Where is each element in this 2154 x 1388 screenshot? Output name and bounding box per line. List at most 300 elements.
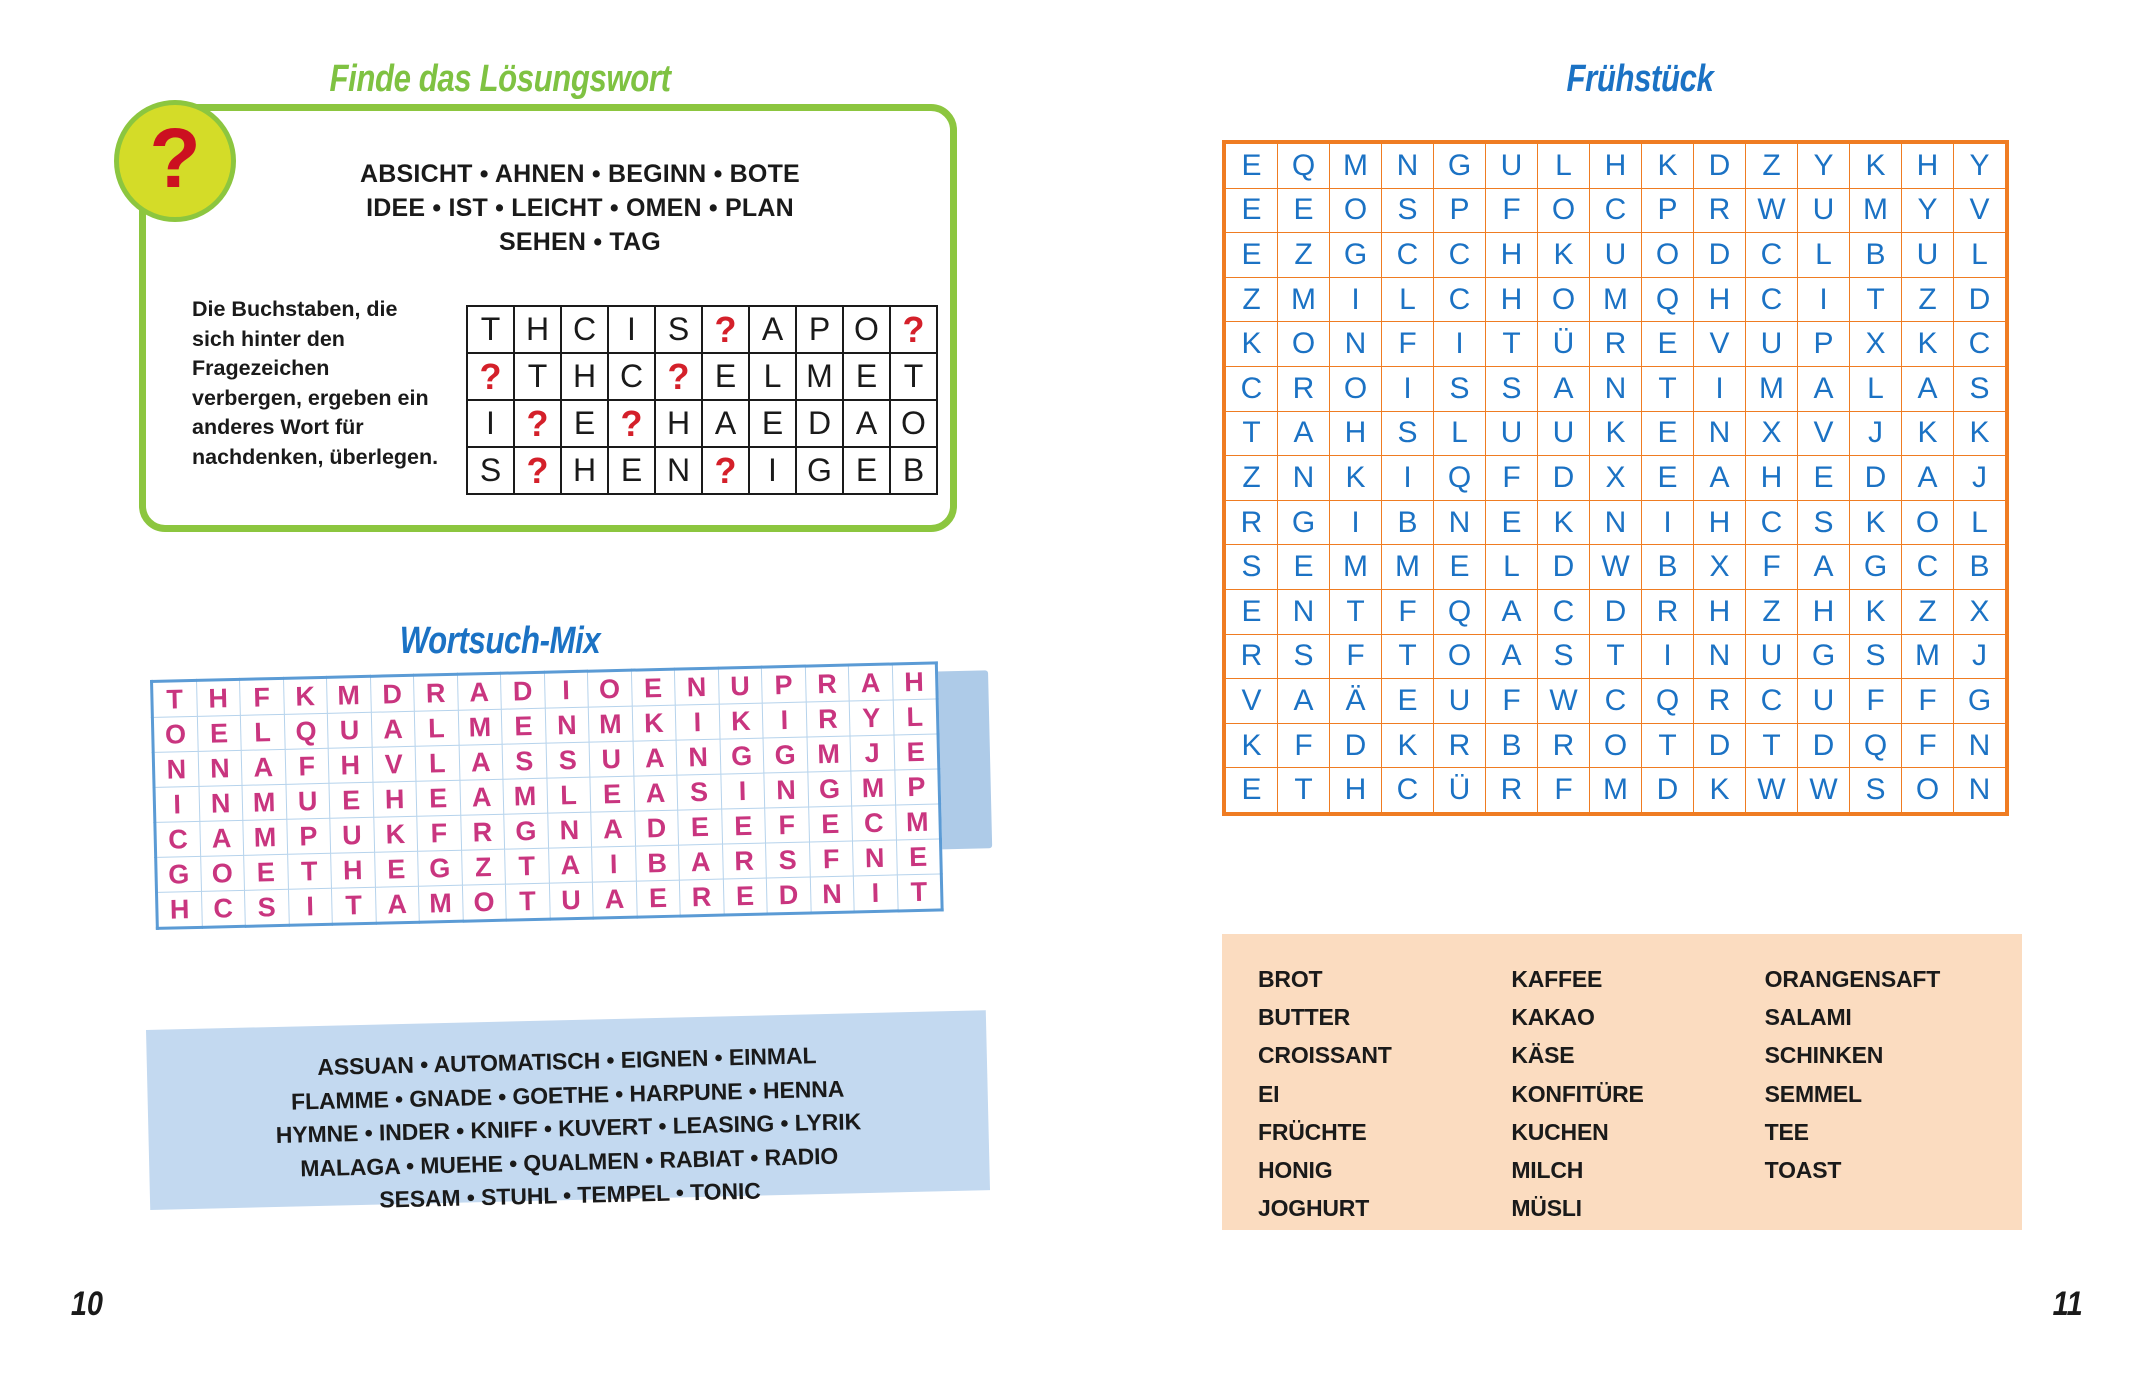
grid-cell: Ä — [1330, 679, 1382, 724]
grid-cell: E — [1434, 545, 1486, 590]
word-item: KUCHEN — [1511, 1118, 1609, 1145]
word-item: KÄSE — [1511, 1042, 1575, 1069]
grid-cell: Q — [1642, 277, 1694, 322]
grid-cell: M — [807, 736, 851, 772]
grid-cell: H — [157, 891, 202, 928]
grid-cell: E — [702, 353, 749, 400]
grid-cell: U — [1538, 411, 1590, 456]
grid-cell: T — [1486, 322, 1538, 367]
grid-row — [1224, 322, 2007, 367]
grid-cell: P — [286, 818, 330, 854]
word-line: SESAM • STUHL • TEMPEL • TONIC — [378, 1177, 762, 1213]
grid-cell: F — [240, 678, 284, 715]
grid-cell: A — [1486, 589, 1538, 634]
grid-cell: Z — [461, 849, 505, 885]
grid-cell: N — [545, 707, 589, 743]
grid-cell: O — [1538, 188, 1590, 233]
grid-cell: T — [1224, 411, 1278, 456]
grid-cell: C — [1746, 679, 1798, 724]
grid-cell: R — [1642, 589, 1694, 634]
grid-cell: E — [1224, 142, 1278, 188]
grid-cell: T — [890, 353, 937, 400]
grid-cell: T — [467, 306, 514, 353]
puzzle3-word-columns — [1258, 960, 2018, 1227]
grid-cell: H — [1330, 411, 1382, 456]
grid-cell: E — [197, 715, 241, 751]
grid-cell: I — [1382, 366, 1434, 411]
grid-row — [1224, 277, 2007, 322]
grid-cell: R — [1278, 366, 1330, 411]
grid-cell: E — [329, 782, 373, 818]
grid-cell: E — [631, 669, 675, 706]
grid-cell: ? — [514, 447, 561, 494]
grid-cell: R — [1486, 768, 1538, 814]
grid-cell: A — [592, 881, 636, 918]
grid-cell: N — [1954, 723, 2008, 768]
grid-cell: T — [514, 353, 561, 400]
grid-cell: R — [1694, 679, 1746, 724]
grid-cell: ? — [655, 353, 702, 400]
grid-cell: O — [462, 884, 506, 921]
grid-cell: D — [500, 672, 544, 709]
grid-cell: E — [608, 447, 655, 494]
grid-cell: B — [1850, 233, 1902, 278]
grid-cell: M — [1590, 277, 1642, 322]
grid-row — [1224, 545, 2007, 590]
grid-cell: M — [326, 676, 370, 713]
grid-cell: K — [1850, 500, 1902, 545]
grid-cell: I — [288, 888, 332, 925]
grid-cell: A — [459, 779, 503, 815]
grid-cell: C — [1746, 277, 1798, 322]
puzzle3-word-panel — [1222, 934, 2022, 1230]
grid-cell: U — [1746, 634, 1798, 679]
word-line: MALAGA • MUEHE • QUALMEN • RABIAT • RADIO — [300, 1142, 839, 1181]
grid-cell: O — [1434, 634, 1486, 679]
grid-cell: E — [723, 878, 767, 915]
grid-cell: R — [1538, 723, 1590, 768]
grid-cell: ? — [608, 400, 655, 447]
grid-cell: K — [1590, 411, 1642, 456]
grid-cell: A — [749, 306, 796, 353]
word-line: HYMNE • INDER • KNIFF • KUVERT • LEASING • LYRIK — [275, 1108, 862, 1148]
grid-cell: D — [796, 400, 843, 447]
puzzle1-instruction-text: Die Buchstaben, die sich hinter den Fragezeichen verbergen, ergeben ein anderes Wort für nachdenken, überlegen. — [192, 297, 439, 469]
grid-cell: A — [548, 847, 592, 883]
puzzle2-word-list — [147, 1035, 991, 1222]
grid-cell: T — [1642, 723, 1694, 768]
grid-cell: C — [155, 821, 200, 857]
grid-cell: S — [1954, 366, 2008, 411]
grid-cell: M — [1382, 545, 1434, 590]
puzzle2-letter-grid — [150, 661, 944, 929]
word-item: SALAMI — [1764, 1004, 1852, 1031]
grid-cell: S — [1382, 188, 1434, 233]
grid-cell: E — [721, 808, 765, 844]
grid-cell: L — [240, 714, 284, 750]
grid-cell: F — [1902, 679, 1954, 724]
grid-cell: W — [1590, 545, 1642, 590]
grid-cell: I — [1382, 456, 1434, 501]
grid-cell: C — [1382, 768, 1434, 814]
grid-cell: V — [1224, 679, 1278, 724]
grid-cell: L — [1538, 142, 1590, 188]
grid-cell: B — [1382, 500, 1434, 545]
grid-cell: D — [1590, 589, 1642, 634]
grid-cell: J — [1954, 456, 2008, 501]
grid-cell: ? — [467, 353, 514, 400]
grid-cell: N — [1434, 500, 1486, 545]
grid-cell: H — [1590, 142, 1642, 188]
grid-cell: I — [1434, 322, 1486, 367]
grid-cell: E — [1224, 188, 1278, 233]
grid-cell: R — [1434, 723, 1486, 768]
grid-cell: F — [285, 748, 329, 784]
grid-cell: D — [1694, 233, 1746, 278]
grid-cell: Y — [849, 700, 893, 736]
grid-cell: M — [458, 709, 502, 745]
grid-cell: A — [633, 740, 677, 776]
grid-cell: S — [1850, 768, 1902, 814]
grid-cell: L — [1382, 277, 1434, 322]
grid-cell: A — [1486, 634, 1538, 679]
grid-cell: K — [1694, 768, 1746, 814]
grid-cell: T — [1278, 768, 1330, 814]
grid-cell: Q — [1278, 142, 1330, 188]
grid-cell: Q — [1850, 723, 1902, 768]
grid-cell: E — [636, 880, 680, 917]
grid-row — [1224, 142, 2007, 188]
grid-cell: L — [1954, 233, 2008, 278]
grid-cell: Y — [1902, 188, 1954, 233]
grid-cell: O — [587, 670, 631, 707]
grid-cell: D — [1694, 723, 1746, 768]
word-item: MILCH — [1511, 1157, 1584, 1184]
grid-cell: G — [418, 850, 462, 886]
grid-cell: J — [1850, 411, 1902, 456]
grid-cell: Z — [1746, 142, 1798, 188]
grid-cell: C — [1590, 188, 1642, 233]
grid-cell: D — [1642, 768, 1694, 814]
grid-cell: S — [655, 306, 702, 353]
grid-cell: S — [1434, 366, 1486, 411]
word-item: SCHINKEN — [1764, 1042, 1884, 1069]
grid-cell: G — [1434, 142, 1486, 188]
grid-cell: R — [1224, 500, 1278, 545]
grid-cell: N — [1278, 589, 1330, 634]
grid-cell: K — [1642, 142, 1694, 188]
grid-cell: C — [1746, 500, 1798, 545]
grid-cell: Z — [1278, 233, 1330, 278]
grid-cell: C — [1902, 545, 1954, 590]
grid-cell: U — [1486, 411, 1538, 456]
grid-cell: D — [1330, 723, 1382, 768]
grid-cell: U — [718, 667, 762, 704]
grid-cell: X — [1954, 589, 2008, 634]
grid-cell: L — [414, 710, 458, 746]
grid-cell: E — [808, 806, 852, 842]
grid-cell: H — [892, 663, 937, 700]
grid-cell: A — [1694, 456, 1746, 501]
word-item: BROT — [1258, 966, 1323, 992]
grid-cell: I — [1694, 366, 1746, 411]
grid-cell: B — [1642, 545, 1694, 590]
grid-cell: C — [561, 306, 608, 353]
grid-cell: A — [1538, 366, 1590, 411]
grid-cell: O — [200, 855, 244, 891]
question-mark-bubble-icon — [114, 100, 236, 222]
grid-cell: H — [1330, 768, 1382, 814]
grid-cell: C — [1382, 233, 1434, 278]
grid-row — [1224, 366, 2007, 411]
grid-cell: O — [843, 306, 890, 353]
grid-cell: C — [201, 890, 245, 927]
grid-cell: ? — [702, 447, 749, 494]
grid-cell: Q — [1434, 456, 1486, 501]
grid-cell: G — [156, 856, 201, 892]
grid-cell: I — [749, 447, 796, 494]
grid-cell: M — [851, 770, 895, 806]
grid-cell: E — [374, 851, 418, 887]
grid-cell: P — [1434, 188, 1486, 233]
grid-cell: I — [1642, 634, 1694, 679]
grid-cell: N — [199, 785, 243, 821]
grid-cell: E — [1642, 322, 1694, 367]
grid-cell: S — [1224, 545, 1278, 590]
grid-cell: K — [1850, 589, 1902, 634]
grid-cell: P — [796, 306, 843, 353]
grid-cell: U — [1486, 142, 1538, 188]
grid-cell: E — [843, 447, 890, 494]
grid-cell: U — [1798, 188, 1850, 233]
grid-cell: V — [1954, 188, 2008, 233]
grid-cell: G — [1278, 500, 1330, 545]
grid-cell: A — [459, 744, 503, 780]
grid-cell: S — [1382, 411, 1434, 456]
grid-cell: K — [1224, 723, 1278, 768]
grid-cell: I — [467, 400, 514, 447]
grid-cell: E — [416, 780, 460, 816]
grid-cell: M — [895, 804, 940, 840]
grid-cell: M — [1902, 634, 1954, 679]
grid-cell: I — [1330, 500, 1382, 545]
grid-cell: P — [1798, 322, 1850, 367]
grid-cell: M — [1330, 142, 1382, 188]
grid-cell: N — [1694, 411, 1746, 456]
grid-cell: A — [679, 844, 723, 880]
grid-row — [1224, 500, 2007, 545]
grid-cell: C — [608, 353, 655, 400]
grid-cell: R — [1694, 188, 1746, 233]
grid-cell: N — [810, 876, 854, 913]
grid-cell: C — [1434, 233, 1486, 278]
grid-cell: K — [632, 705, 676, 741]
grid-cell: I — [853, 875, 897, 912]
puzzle-wortsuch-mix-title: Wortsuch-Mix — [399, 620, 601, 662]
grid-cell: E — [678, 809, 722, 845]
grid-cell: E — [1798, 456, 1850, 501]
grid-cell: E — [896, 839, 941, 875]
word-item: JOGHURT — [1258, 1195, 1370, 1222]
grid-cell: H — [655, 400, 702, 447]
grid-cell: N — [1330, 322, 1382, 367]
grid-cell: O — [1902, 500, 1954, 545]
grid-cell: L — [546, 777, 590, 813]
grid-cell: U — [1590, 233, 1642, 278]
grid-cell: L — [749, 353, 796, 400]
grid-cell: U — [1902, 233, 1954, 278]
grid-cell: L — [1486, 545, 1538, 590]
grid-cell: O — [1642, 233, 1694, 278]
grid-row — [1224, 456, 2007, 501]
grid-cell: Ü — [1538, 322, 1590, 367]
grid-cell: T — [1590, 634, 1642, 679]
grid-cell: G — [807, 771, 851, 807]
grid-cell: G — [1850, 545, 1902, 590]
grid-cell: T — [331, 887, 375, 924]
word-item: ORANGENSAFT — [1764, 966, 1941, 992]
grid-cell: G — [1798, 634, 1850, 679]
grid-cell: S — [677, 774, 721, 810]
word-item: KAKAO — [1511, 1004, 1595, 1031]
grid-cell: M — [1590, 768, 1642, 814]
grid-cell: R — [1224, 634, 1278, 679]
word-item: KAFFEE — [1511, 966, 1603, 992]
word-item: CROISSANT — [1258, 1042, 1392, 1069]
grid-cell: X — [1590, 456, 1642, 501]
grid-cell: G — [763, 737, 807, 773]
grid-cell: X — [1694, 545, 1746, 590]
grid-cell: F — [1850, 679, 1902, 724]
word-item: TEE — [1764, 1118, 1809, 1145]
grid-cell: J — [850, 735, 894, 771]
grid-row — [1224, 768, 2007, 814]
grid-cell: Y — [1954, 142, 2008, 188]
word-item: TOAST — [1764, 1157, 1842, 1184]
grid-cell: O — [1278, 322, 1330, 367]
grid-cell: F — [1278, 723, 1330, 768]
grid-cell: ? — [514, 400, 561, 447]
grid-cell: M — [503, 778, 547, 814]
grid-cell: K — [1224, 322, 1278, 367]
page-number-right: 11 — [2052, 1285, 2083, 1323]
grid-cell: G — [796, 447, 843, 494]
grid-cell: E — [749, 400, 796, 447]
grid-cell: Z — [1902, 589, 1954, 634]
grid-cell: I — [608, 306, 655, 353]
word-column — [1511, 960, 1764, 1227]
grid-cell: D — [1850, 456, 1902, 501]
grid-cell: U — [1798, 679, 1850, 724]
word-line: ABSICHT • AHNEN • BEGINN • BOTE — [360, 160, 800, 188]
grid-cell: T — [505, 883, 549, 920]
grid-cell: H — [331, 852, 375, 888]
grid-cell: L — [1434, 411, 1486, 456]
grid-cell: E — [1642, 411, 1694, 456]
grid-cell: A — [848, 664, 892, 701]
grid-cell: F — [1382, 322, 1434, 367]
word-item: BUTTER — [1258, 1004, 1351, 1031]
grid-cell: F — [1330, 634, 1382, 679]
word-column — [1258, 960, 1511, 1227]
grid-cell: E — [1224, 233, 1278, 278]
grid-cell: R — [1590, 322, 1642, 367]
grid-cell: J — [1954, 634, 2008, 679]
grid-cell: K — [1382, 723, 1434, 768]
grid-cell: N — [1694, 634, 1746, 679]
grid-cell: P — [1642, 188, 1694, 233]
grid-cell: W — [1538, 679, 1590, 724]
grid-cell: H — [514, 306, 561, 353]
grid-cell: U — [1746, 322, 1798, 367]
grid-cell: D — [1538, 545, 1590, 590]
grid-cell: F — [1902, 723, 1954, 768]
grid-cell: C — [852, 805, 896, 841]
grid-cell: A — [1278, 411, 1330, 456]
word-item: MÜSLI — [1511, 1195, 1582, 1222]
grid-cell: X — [1850, 322, 1902, 367]
grid-cell: Z — [1746, 589, 1798, 634]
grid-cell: O — [1538, 277, 1590, 322]
grid-cell: P — [761, 666, 805, 703]
puzzle1-letter-grid — [466, 305, 938, 495]
grid-cell: U — [285, 783, 329, 819]
grid-cell: P — [894, 769, 939, 805]
grid-cell: V — [1798, 411, 1850, 456]
grid-cell: G — [504, 813, 548, 849]
grid-cell: S — [467, 447, 514, 494]
grid-cell: A — [1902, 456, 1954, 501]
grid-cell: Z — [1224, 456, 1278, 501]
grid-cell: I — [544, 671, 588, 708]
grid-cell: F — [417, 815, 461, 851]
grid-cell: D — [1538, 456, 1590, 501]
grid-row — [1224, 723, 2007, 768]
grid-cell: L — [1954, 500, 2008, 545]
grid-cell: L — [1798, 233, 1850, 278]
grid-row — [1224, 679, 2007, 724]
word-item: EI — [1258, 1080, 1280, 1107]
grid-cell: S — [1798, 500, 1850, 545]
grid-cell: A — [633, 775, 677, 811]
grid-cell: T — [1746, 723, 1798, 768]
grid-cell: H — [1798, 589, 1850, 634]
grid-cell: T — [1850, 277, 1902, 322]
grid-row — [467, 353, 937, 400]
grid-cell: H — [1486, 277, 1538, 322]
grid-cell: S — [546, 742, 590, 778]
grid-cell: U — [1434, 679, 1486, 724]
grid-cell: R — [460, 814, 504, 850]
grid-cell: S — [502, 743, 546, 779]
grid-cell: Q — [1642, 679, 1694, 724]
grid-cell: ? — [702, 306, 749, 353]
grid-cell: D — [1694, 142, 1746, 188]
puzzle1-word-list — [230, 157, 930, 259]
grid-cell: E — [1278, 188, 1330, 233]
grid-cell: Z — [1902, 277, 1954, 322]
grid-cell: M — [1330, 545, 1382, 590]
puzzle-fruehstueck-title: Frühstück — [1566, 58, 1714, 100]
grid-cell: A — [371, 711, 415, 747]
grid-cell: W — [1798, 768, 1850, 814]
grid-cell: R — [413, 674, 457, 711]
grid-cell: H — [372, 781, 416, 817]
grid-cell: H — [1694, 589, 1746, 634]
grid-cell: M — [242, 784, 286, 820]
grid-cell: Z — [1224, 277, 1278, 322]
grid-cell: H — [1746, 456, 1798, 501]
